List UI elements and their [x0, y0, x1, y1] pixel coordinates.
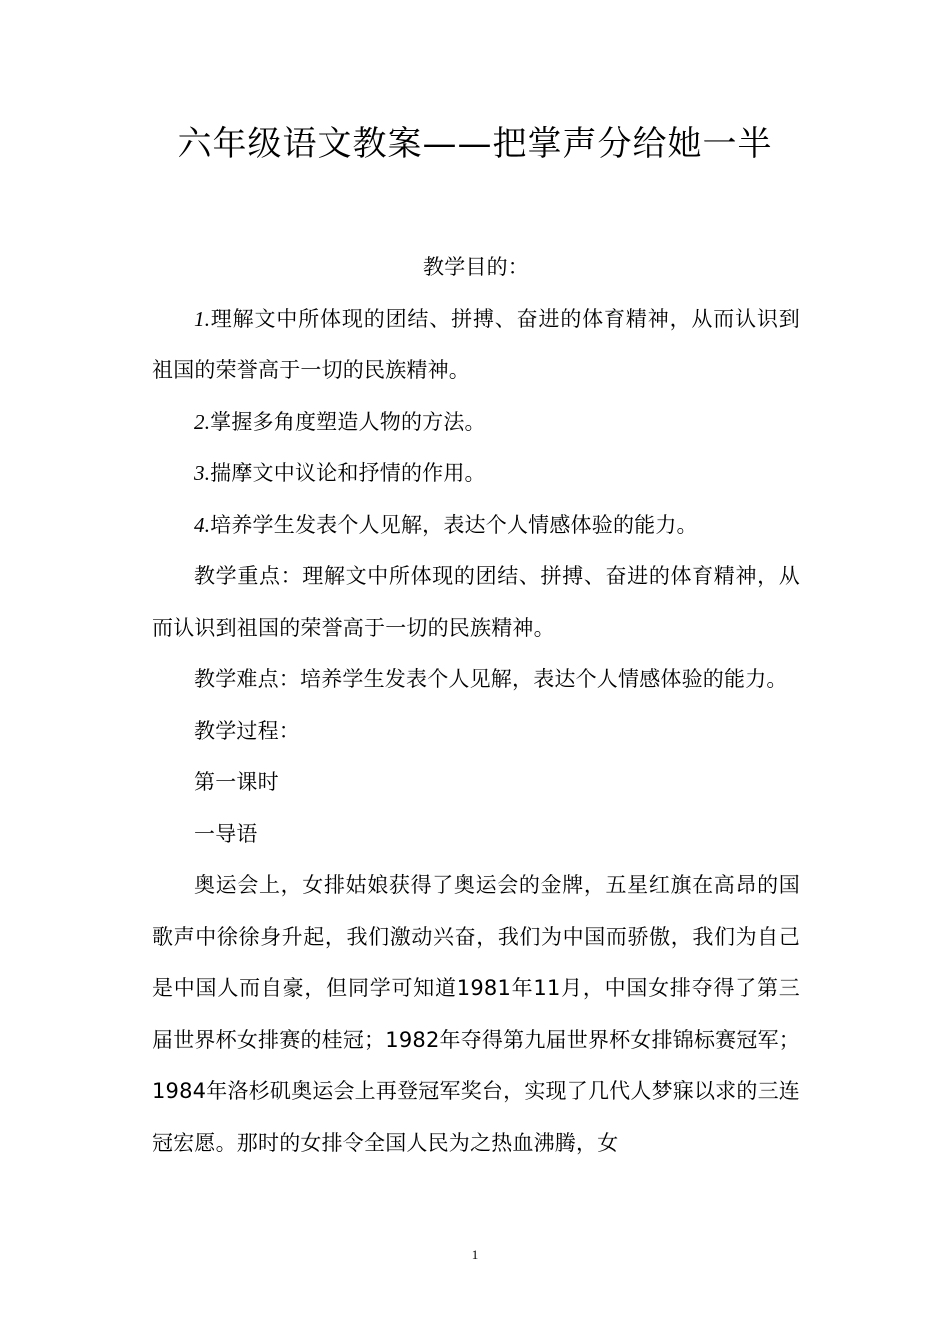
difficulty-paragraph: 教学难点：培养学生发表个人见解，表达个人情感体验的能力。 [194, 667, 788, 691]
process-heading: 教学过程： [194, 718, 300, 743]
page-number: 1 [471, 1247, 479, 1262]
objective-text: 理解文中所体现的团结、拼搏、奋进的体育精神，从而认识到祖国的荣誉高于一切的民族精神。 [152, 306, 800, 382]
objective-text: 培养学生发表个人见解，表达个人情感体验的能力。 [210, 512, 698, 537]
objective-item-2 [152, 397, 800, 449]
objective-number: 3. [194, 461, 211, 485]
objective-item-3 [152, 448, 800, 500]
lesson-heading: 第一课时 [194, 770, 279, 794]
objective-text: 揣摩文中议论和抒情的作用。 [210, 461, 486, 485]
section-heading: 一导语 [194, 821, 258, 846]
intro-paragraph: 奥运会上，女排姑娘获得了奥运会的金牌，五星红旗在高昂的国歌声中徐徐身升起，我们激动兴奋，我们为中国而骄傲，我们为自己是中国人而自豪，但同学可知道1981年11月，中国女排夺得了第三届世界杯女排赛的桂冠；1982年夺得第九届世界杯女排锦标赛冠军；1984年洛杉矶奥运会上再登冠军奖台，实现了几代人梦寐以求的三连冠宏愿。那时的女排令全国人民为之热血沸腾，女 [152, 873, 800, 1155]
objective-number: 4. [194, 512, 211, 537]
objective-number: 2. [194, 409, 211, 434]
objectives-heading: 教学目的： [423, 255, 529, 279]
document-title: 六年级语文教案——把掌声分给她一半 [177, 124, 773, 164]
objective-text: 掌握多角度塑造人物的方法。 [210, 409, 486, 434]
objective-item-4 [152, 500, 800, 552]
objective-number: 1. [194, 306, 211, 331]
key-point-paragraph: 教学重点：理解文中所体现的团结、拼搏、奋进的体育精神，从而认识到祖国的荣誉高于一切的民族精神。 [152, 564, 800, 640]
document-body [152, 242, 800, 1169]
objective-item-1 [152, 294, 800, 397]
